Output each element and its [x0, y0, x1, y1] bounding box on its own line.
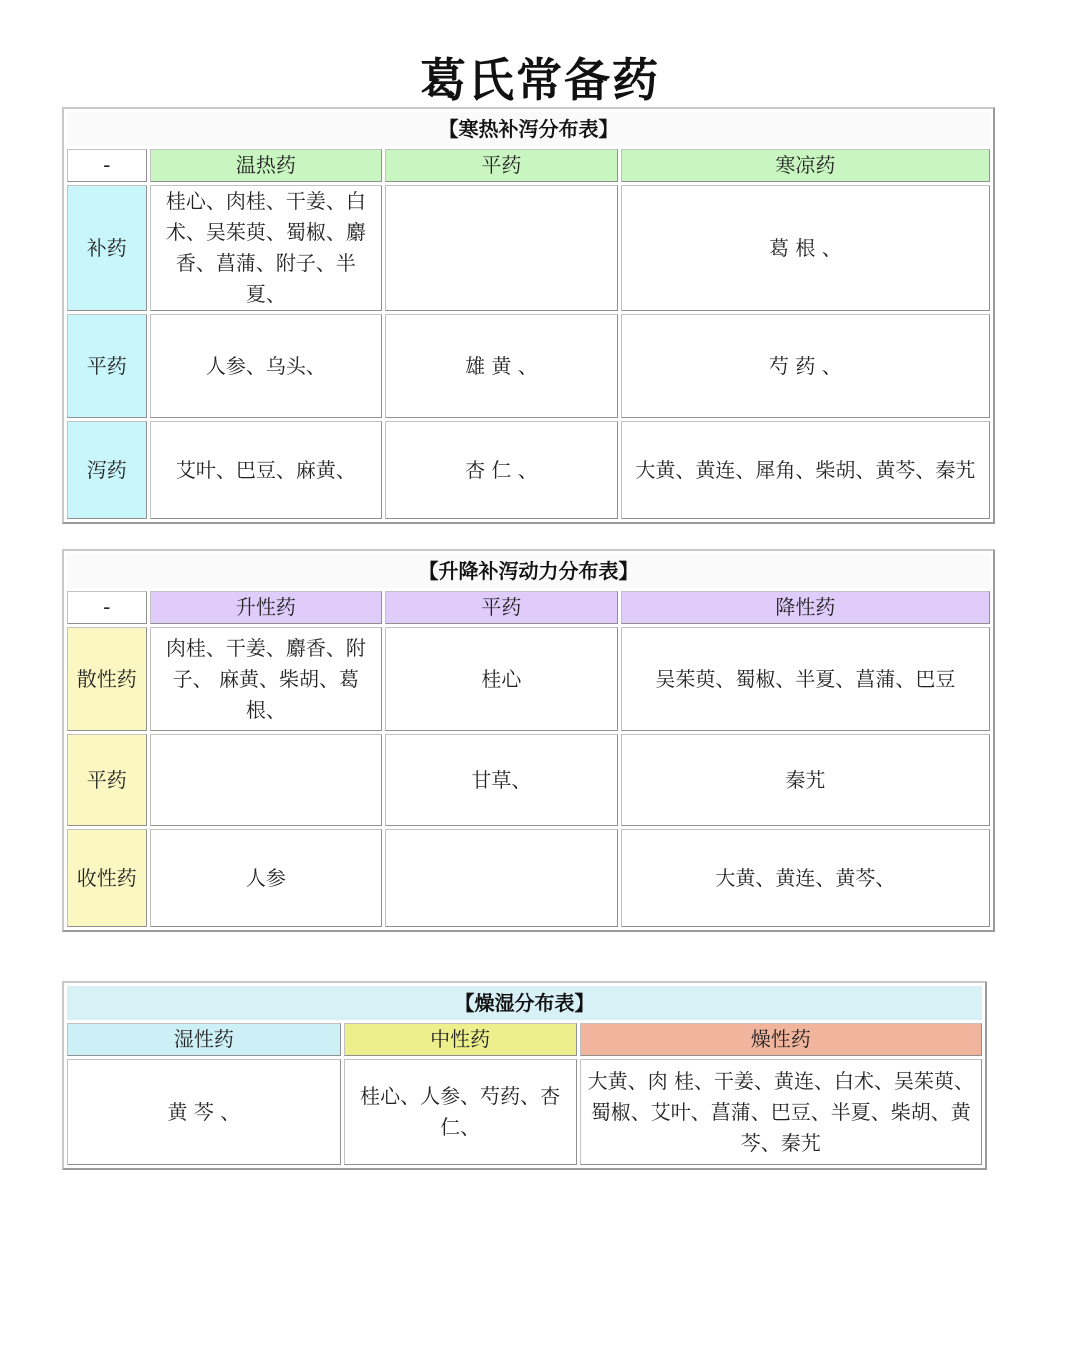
table-cell: 吴茱萸、蜀椒、半夏、菖蒲、巴豆 — [621, 627, 990, 731]
corner-cell: - — [67, 591, 147, 624]
column-header: 温热药 — [150, 149, 383, 182]
table-cell — [385, 829, 618, 927]
table-cell: 大黄、肉 桂、干姜、黄连、白术、吴茱萸、蜀椒、艾叶、菖蒲、巴豆、半夏、柴胡、黄芩、秦艽 — [580, 1059, 982, 1165]
column-header: 湿性药 — [67, 1023, 341, 1056]
table-cell: 杏 仁 、 — [385, 421, 618, 519]
table-cell: 芍 药 、 — [621, 314, 990, 418]
table-row — [67, 829, 990, 927]
corner-cell: - — [67, 149, 147, 182]
table-caption: 【寒热补泻分布表】 — [67, 112, 990, 146]
table-cell: 人参、乌头、 — [150, 314, 383, 418]
table-row — [67, 185, 990, 311]
row-header: 平药 — [67, 734, 147, 826]
row-header: 泻药 — [67, 421, 147, 519]
table-cell: 肉桂、干姜、麝香、附子、 麻黄、柴胡、葛根、 — [150, 627, 383, 731]
row-header: 补药 — [67, 185, 147, 311]
table-cell: 桂心 — [385, 627, 618, 731]
row-header: 散性药 — [67, 627, 147, 731]
column-header: 寒凉药 — [621, 149, 990, 182]
row-header: 收性药 — [67, 829, 147, 927]
table-cell — [385, 185, 618, 311]
table-cell: 艾叶、巴豆、麻黄、 — [150, 421, 383, 519]
column-header: 降性药 — [621, 591, 990, 624]
table-row — [67, 627, 990, 731]
table-row — [67, 734, 990, 826]
table-cell: 雄 黄 、 — [385, 314, 618, 418]
row-header: 平药 — [67, 314, 147, 418]
table-cell: 大黄、黄连、黄芩、 — [621, 829, 990, 927]
table-cell: 葛 根 、 — [621, 185, 990, 311]
page-title: 葛氏常备药 — [420, 53, 660, 107]
table-cell: 桂心、人参、芍药、杏仁、 — [344, 1059, 577, 1165]
table-row — [67, 314, 990, 418]
column-header: 升性药 — [150, 591, 383, 624]
table-caption: 【燥湿分布表】 — [67, 986, 982, 1020]
table-caption: 【升降补泻动力分布表】 — [67, 554, 990, 588]
table-cell: 大黄、黄连、犀角、柴胡、黄芩、秦艽 — [621, 421, 990, 519]
table-cell: 甘草、 — [385, 734, 618, 826]
table-cell: 秦艽 — [621, 734, 990, 826]
table-cell — [150, 734, 383, 826]
column-header: 平药 — [385, 591, 618, 624]
table-row — [67, 421, 990, 519]
hot-cold-table — [62, 107, 995, 524]
table-cell: 黄 芩 、 — [67, 1059, 341, 1165]
column-header: 中性药 — [344, 1023, 577, 1056]
column-header: 平药 — [385, 149, 618, 182]
dry-wet-table — [62, 981, 987, 1170]
column-header: 燥性药 — [580, 1023, 982, 1056]
table-cell: 桂心、肉桂、干姜、白术、吴茱萸、蜀椒、麝香、菖蒲、附子、半夏、 — [150, 185, 383, 311]
table-cell: 人参 — [150, 829, 383, 927]
table-row — [67, 1059, 982, 1165]
rise-fall-table — [62, 549, 995, 932]
